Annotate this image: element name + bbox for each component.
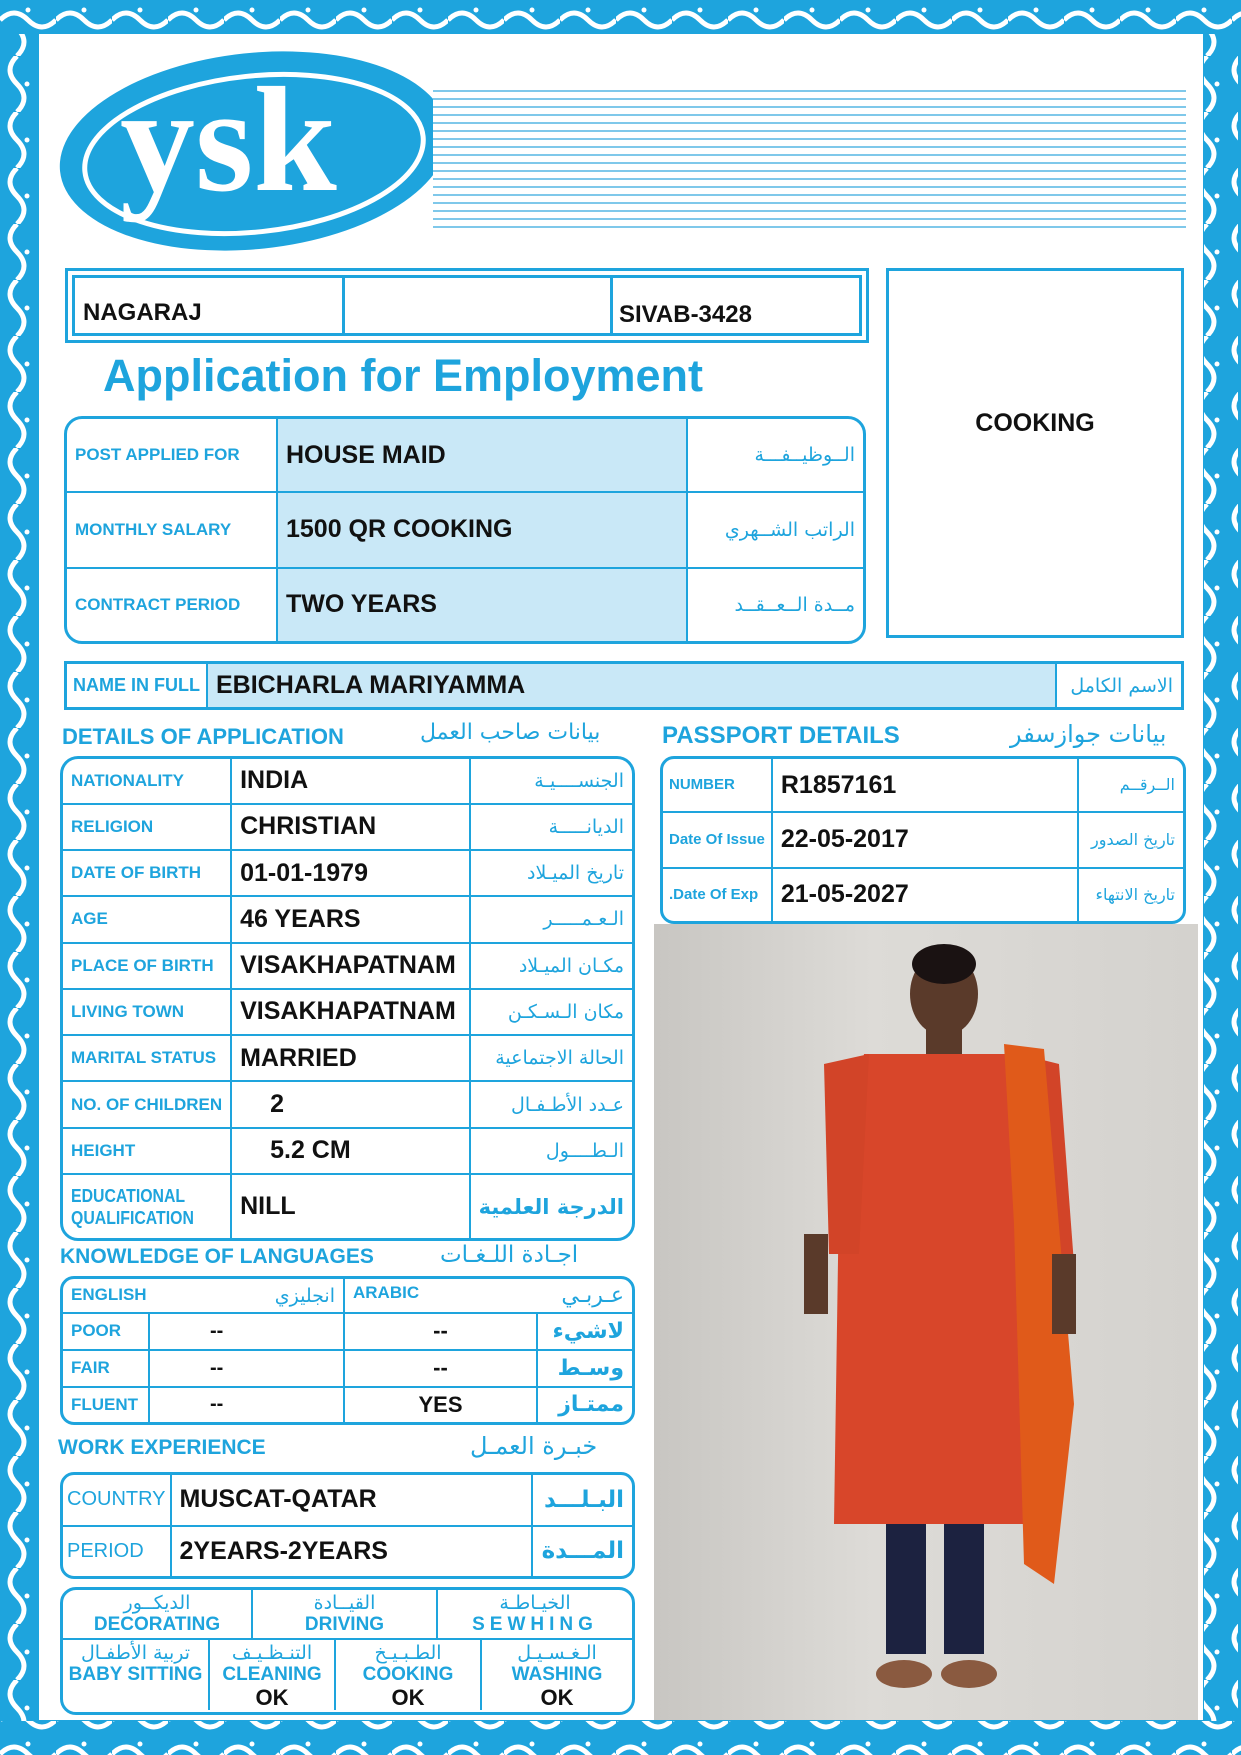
details-label: NATIONALITY	[71, 770, 185, 790]
details-label-ar: مكـان الميـلاد	[518, 954, 624, 977]
details-row	[63, 850, 632, 896]
skill-status: OK	[255, 1685, 289, 1710]
details-label: HEIGHT	[71, 1140, 136, 1160]
details-value: 2	[270, 1090, 285, 1118]
details-heading-ar: بيانات صاحب العمل	[420, 720, 601, 745]
header-lines	[433, 84, 1186, 230]
agent-name: NAGARAJ	[83, 299, 202, 326]
work-heading-ar: خبـرة العمـل	[470, 1432, 598, 1460]
details-label-ar: مكان الـسـكـن	[507, 1000, 624, 1023]
page-title: Application for Employment	[103, 350, 704, 401]
details-row	[63, 896, 632, 942]
passport-row: NUMBER R1857161 الــرقــم	[663, 759, 1183, 812]
details-label-ar: تاريخ الميـلاد	[527, 862, 624, 885]
details-label-ar: عـدد الأطـفـال	[511, 1093, 624, 1116]
work-row: PERIOD 2YEARS-2YEARS المـــدة	[63, 1526, 632, 1577]
details-row	[63, 989, 632, 1035]
details-value: 46 YEARS	[240, 904, 361, 933]
passport-value: R1857161	[780, 770, 897, 799]
languages-table: ENGLISH انجليزي ARABIC عـربـي POOR -- -- لاشيء FAIR -- -- وسـط FLUENT -- YES ممتـاز	[60, 1276, 635, 1425]
language-row: POOR -- -- لاشيء	[63, 1313, 632, 1350]
passport-row: Date Of Issue 22-05-2017 تاريخ الصدور	[663, 812, 1183, 867]
job-table	[64, 416, 866, 644]
details-label: RELIGION	[71, 816, 154, 836]
applicant-photo	[654, 924, 1198, 1720]
skill-status: OK	[391, 1685, 425, 1710]
details-row	[63, 1174, 632, 1238]
reference-code: SIVAB-3428	[619, 301, 752, 328]
details-value: NILL	[240, 1192, 296, 1220]
job-row: CONTRACT PERIOD TWO YEARS مــدة الــعــقــد	[67, 568, 863, 641]
details-row	[63, 804, 632, 850]
work-heading: WORK EXPERIENCE	[58, 1436, 266, 1459]
job-row: POST APPLIED FOR HOUSE MAID الــوظيــفـــة	[67, 419, 863, 492]
work-value: 2YEARS-2YEARS	[179, 1536, 388, 1565]
details-row	[63, 1081, 632, 1127]
skill-cell: الديكــور DECORATING	[63, 1590, 253, 1638]
skill-cell: التنـظـيـف CLEANING OK	[210, 1640, 336, 1710]
passport-heading: PASSPORT DETAILS	[662, 722, 900, 749]
passport-heading-ar: بيانات جوازسفر	[1010, 720, 1167, 748]
details-value: MARRIED	[240, 1043, 357, 1072]
details-row	[63, 1035, 632, 1081]
details-label-ar: الجنســــيـة	[534, 769, 624, 792]
details-value: 5.2 CM	[270, 1136, 351, 1165]
skill-cell: تربية الأطفـال BABY SITTING	[63, 1640, 210, 1710]
passport-value: 22-05-2017	[780, 825, 909, 854]
details-label: MARITAL STATUS	[71, 1048, 217, 1068]
details-row	[63, 759, 632, 804]
details-row	[63, 1128, 632, 1174]
skill-status: OK	[540, 1685, 574, 1710]
details-value: CHRISTIAN	[240, 812, 377, 841]
reference-blank	[345, 278, 613, 333]
details-label: EDUCATIONAL QUALIFICATION	[71, 1185, 194, 1228]
job-row: MONTHLY SALARY 1500 QR COOKING الراتب الشــهري	[67, 492, 863, 568]
photo-box: COOKING	[886, 268, 1184, 638]
details-value: INDIA	[240, 766, 309, 795]
details-label-ar: الدرجة العلمية	[478, 1194, 624, 1219]
details-label-ar: الـطــــول	[545, 1139, 624, 1162]
skill-cell: الخيـاطـة SEWHING	[472, 1592, 598, 1635]
languages-heading: KNOWLEDGE OF LANGUAGES	[60, 1245, 374, 1268]
passport-value: 21-05-2027	[780, 880, 909, 909]
skill-cell: القيــادة DRIVING	[253, 1590, 438, 1638]
details-label: LIVING TOWN	[71, 1001, 185, 1021]
passport-table	[660, 756, 1186, 924]
work-value: MUSCAT-QATAR	[179, 1485, 377, 1514]
skill-cell: الـغـسـيـل WASHING OK	[482, 1640, 632, 1710]
details-table	[60, 756, 635, 1241]
details-label: PLACE OF BIRTH	[71, 955, 214, 975]
languages-heading-ar: اجـادة اللـغـات	[440, 1242, 579, 1268]
details-value: 01-01-1979	[240, 858, 368, 887]
details-label-ar: الديانـــــة	[548, 815, 624, 838]
full-name: EBICHARLA MARIYAMMA	[215, 671, 526, 699]
language-row: FLUENT -- YES ممتـاز	[63, 1387, 632, 1422]
reference-row	[65, 268, 869, 343]
passport-row: .Date Of Exp 21-05-2027 تاريخ الانتهاء	[663, 868, 1183, 921]
ysk-logo: ysk	[56, 50, 452, 253]
work-row: COUNTRY MUSCAT-QATAR البـلـــد	[63, 1475, 632, 1526]
details-value: VISAKHAPATNAM	[240, 951, 456, 980]
details-value: VISAKHAPATNAM	[240, 997, 456, 1026]
skill-status	[63, 1686, 208, 1709]
details-label-ar: الـعـمـــــر	[543, 908, 624, 931]
skill-cell: الطـبـيـخ COOKING OK	[336, 1640, 482, 1710]
skills-table	[60, 1587, 635, 1715]
details-label: AGE	[71, 909, 108, 929]
name-row: NAME IN FULL EBICHARLA MARIYAMMA الاسم الكامل	[64, 661, 1184, 710]
work-table	[60, 1472, 635, 1579]
details-heading: DETAILS OF APPLICATION	[62, 724, 344, 749]
details-label: DATE OF BIRTH	[71, 863, 202, 883]
details-label: NO. OF CHILDREN	[71, 1094, 223, 1114]
language-row: FAIR -- -- وسـط	[63, 1350, 632, 1387]
details-row	[63, 943, 632, 989]
details-label-ar: الحالة الاجتماعية	[495, 1047, 624, 1070]
